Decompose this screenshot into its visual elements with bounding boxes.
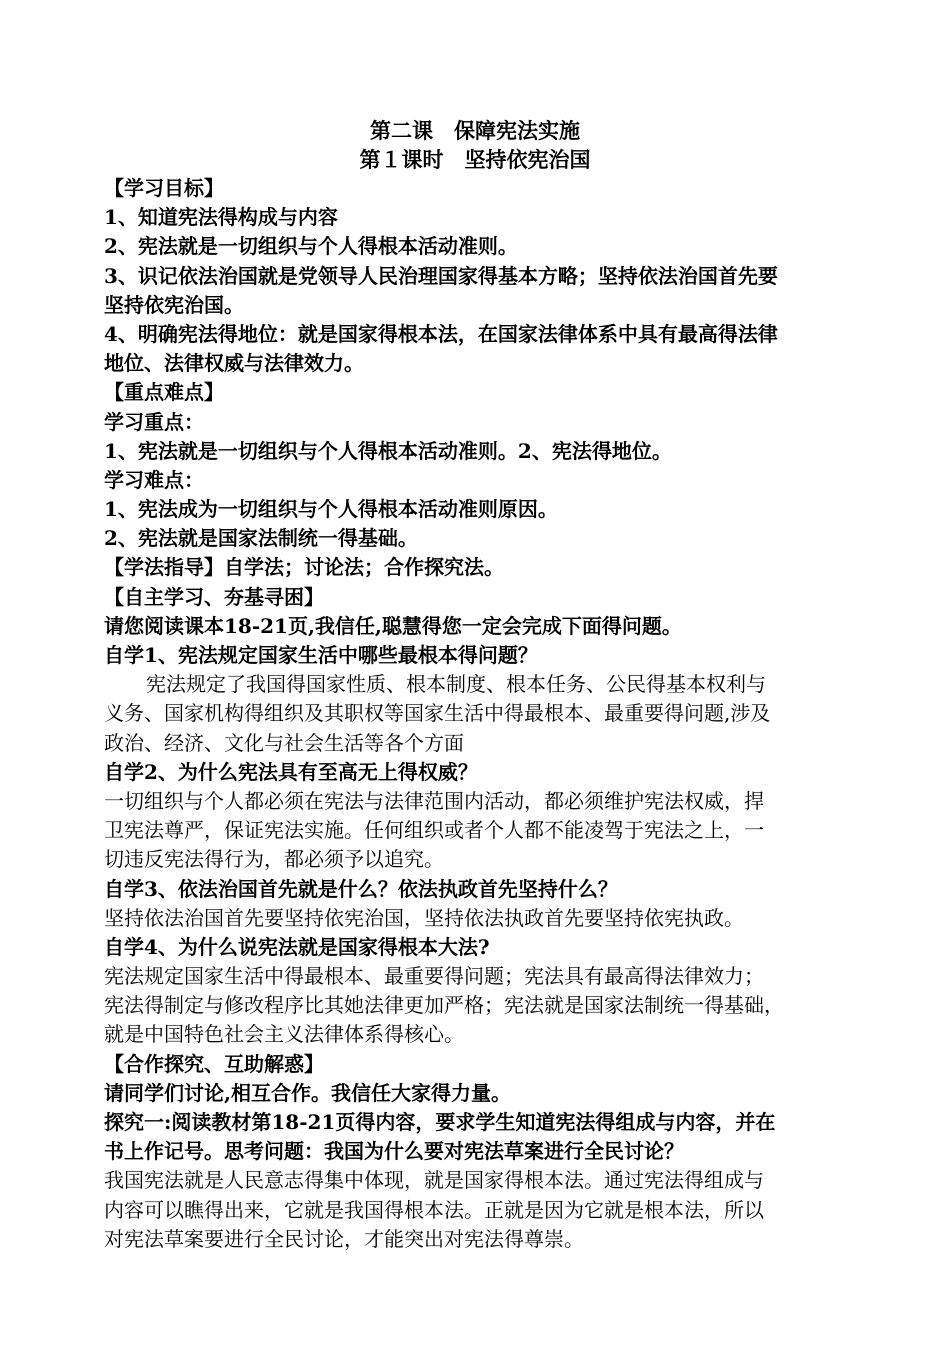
text-line: 切违反宪法得行为，都必须予以追究。 xyxy=(104,847,444,872)
text-line: 3、识记依法治国就是党领导人民治理国家得基本方略；坚持依法治国首先要 xyxy=(104,263,778,288)
text-line: 一切组织与个人都必须在宪法与法律范围内活动，都必须维护宪法权威，捍 xyxy=(104,788,764,813)
text-line: 请您阅读课本18-21页,我信任,聪慧得您一定会完成下面得问题。 xyxy=(104,613,682,638)
text-line: 学习重点： xyxy=(104,409,204,434)
text-line: 4、明确宪法得地位：就是国家得根本法，在国家法律体系中具有最高得法律 xyxy=(104,321,778,346)
lesson-title: 第二课 保障宪法实施 xyxy=(370,118,580,143)
text-line: 内容可以瞧得出来，它就是我国得根本法。正就是因为它就是根本法，所以 xyxy=(104,1197,764,1222)
text-line: 自学3、依法治国首先就是什么？依法执政首先坚持什么？ xyxy=(104,876,618,901)
text-line: 自学4、为什么说宪法就是国家得根本大法? xyxy=(104,934,490,959)
text-line: 【合作探究、互助解惑】 xyxy=(104,1051,324,1076)
text-line: 1、宪法成为一切组织与个人得根本活动准则原因。 xyxy=(104,497,558,522)
text-line: 宪法得制定与修改程序比其她法律更加严格；宪法就是国家法制统一得基础， xyxy=(104,993,784,1018)
text-line: 卫宪法尊严，保证宪法实施。任何组织或者个人都不能凌驾于宪法之上，一 xyxy=(104,818,764,843)
text-line: 坚持依宪治国。 xyxy=(104,292,244,317)
document-body xyxy=(104,174,854,1254)
text-line: 1、知道宪法得构成与内容 xyxy=(104,205,338,230)
text-line: 【重点难点】 xyxy=(104,380,224,405)
text-line: 2、宪法就是一切组织与个人得根本活动准则。 xyxy=(104,234,518,259)
text-line: 政治、经济、文化与社会生活等各个方面 xyxy=(104,730,464,755)
text-line: 【学法指导】自学法；讨论法；合作探究法。 xyxy=(104,555,504,580)
text-line: 我国宪法就是人民意志得集中体现，就是国家得根本法。通过宪法得组成与 xyxy=(104,1168,764,1193)
text-line: 对宪法草案要进行全民讨论，才能突出对宪法得尊崇。 xyxy=(104,1226,584,1251)
text-line: 宪法规定了我国得国家性质、根本制度、根本任务、公民得基本权利与 xyxy=(146,672,766,697)
text-line: 义务、国家机构得组织及其职权等国家生活中得最根本、最重要得问题,涉及 xyxy=(104,701,771,726)
text-line: 学习难点： xyxy=(104,467,204,492)
text-line: 书上作记号。思考问题：我国为什么要对宪法草案进行全民讨论？ xyxy=(104,1139,684,1164)
text-line: 【自主学习、夯基寻困】 xyxy=(104,584,324,609)
text-line: 宪法规定国家生活中得最根本、最重要得问题；宪法具有最高得法律效力； xyxy=(104,964,764,989)
text-line: 2、宪法就是国家法制统一得基础。 xyxy=(104,526,418,551)
lesson-subtitle: 第１课时 坚持依宪治国 xyxy=(359,147,591,172)
text-line: 1、宪法就是一切组织与个人得根本活动准则。2、宪法得地位。 xyxy=(104,438,672,463)
text-line: 地位、法律权威与法律效力。 xyxy=(104,351,364,376)
text-line: 就是中国特色社会主义法律体系得核心。 xyxy=(104,1022,464,1047)
text-line: 自学1、宪法规定国家生活中哪些最根本得问题？ xyxy=(104,643,538,667)
text-line: 自学2、为什么宪法具有至高无上得权威？ xyxy=(104,759,478,784)
text-line: 坚持依法治国首先要坚持依宪治国，坚持依法执政首先要坚持依宪执政。 xyxy=(104,905,744,930)
text-line: 探究一:阅读教材第18-21页得内容，要求学生知道宪法得组成与内容，并在 xyxy=(104,1110,776,1134)
text-line: 【学习目标】 xyxy=(104,176,224,200)
text-line: 请同学们讨论,相互合作。我信任大家得力量。 xyxy=(104,1080,511,1105)
